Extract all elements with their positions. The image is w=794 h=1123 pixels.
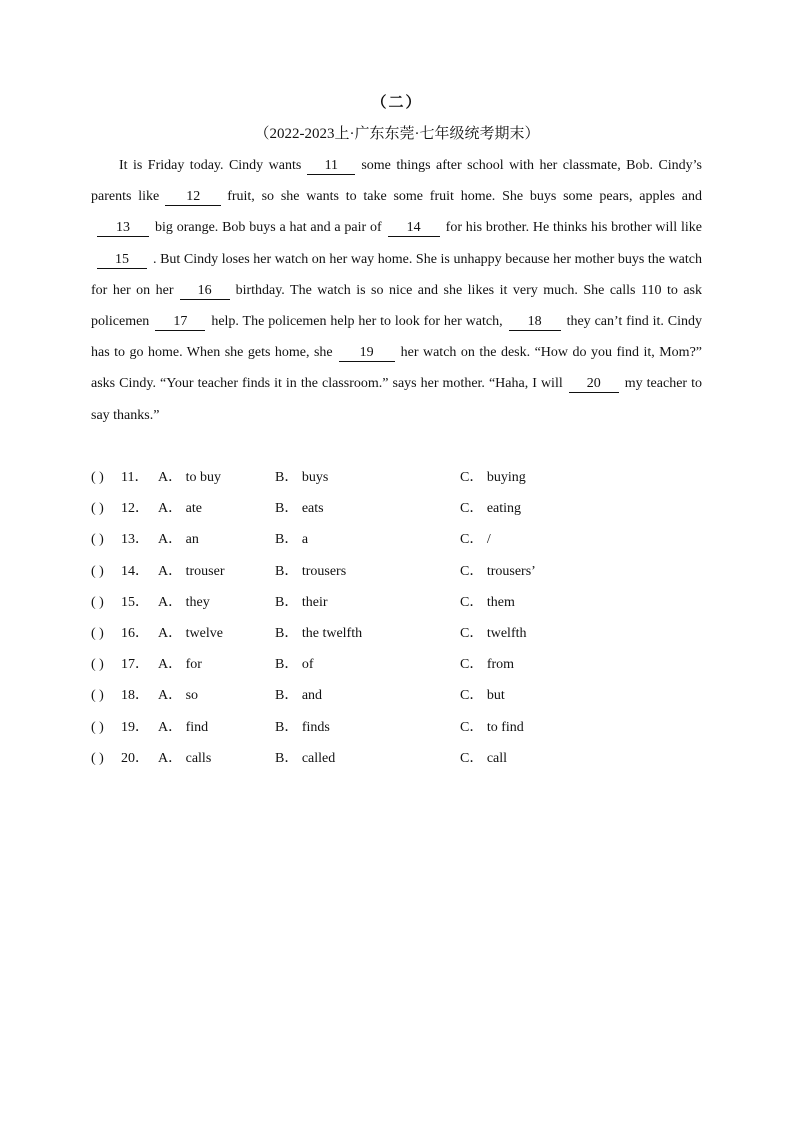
- answer-bracket: ( ): [91, 532, 104, 548]
- blank-14: 14: [388, 220, 440, 237]
- option-c: C． /: [460, 532, 491, 548]
- question-number: 20．: [121, 750, 149, 766]
- question-number: 19．: [121, 719, 149, 735]
- option-a: A． for: [158, 657, 202, 673]
- option-a: A． so: [158, 688, 199, 704]
- option-c: C． to find: [460, 719, 524, 735]
- blank-20: 20: [569, 376, 619, 393]
- passage-text: It is Friday today. Cindy wants: [119, 158, 302, 173]
- blank-13: 13: [97, 220, 149, 237]
- blank-15: 15: [97, 252, 147, 269]
- option-a: A． trouser: [158, 563, 225, 579]
- question-row: [91, 587, 702, 618]
- question-number: 13．: [121, 532, 149, 548]
- option-a: A． an: [158, 532, 199, 548]
- passage-text: some things after school with her classmate, Bob. Cindy’s parents like: [91, 158, 703, 205]
- option-a: A． find: [158, 719, 209, 735]
- section-title: （二）: [371, 95, 423, 111]
- answer-bracket: ( ): [91, 563, 104, 579]
- option-b: B． of: [275, 657, 314, 673]
- question-number: 17．: [121, 657, 149, 673]
- answer-bracket: ( ): [91, 719, 104, 735]
- question-number: 15．: [121, 594, 149, 610]
- option-b: B． their: [275, 594, 328, 610]
- answer-bracket: ( ): [91, 657, 104, 673]
- question-row: [91, 556, 702, 587]
- question-row: [91, 712, 702, 743]
- question-number: 14．: [121, 563, 149, 579]
- blank-11: 11: [307, 158, 355, 175]
- question-row: [91, 524, 702, 555]
- question-number: 11．: [121, 470, 149, 485]
- question-row: [91, 462, 702, 493]
- option-b: B． a: [275, 532, 309, 548]
- blank-12: 12: [165, 189, 221, 206]
- question-list: [91, 462, 702, 774]
- option-c: C． buying: [460, 470, 526, 485]
- passage-text: big orange. Bob buys a hat and a pair of: [155, 220, 382, 236]
- option-c: C． eating: [460, 501, 522, 517]
- question-number: 12．: [121, 501, 149, 517]
- blank-19: 19: [339, 345, 395, 362]
- passage-text: help. The policemen help her to look for her watch,: [211, 314, 503, 330]
- option-c: C． them: [460, 594, 515, 610]
- option-a: A． they: [158, 594, 210, 610]
- option-b: B． and: [275, 688, 323, 704]
- question-number: 18．: [121, 688, 149, 704]
- blank-16: 16: [180, 283, 230, 300]
- answer-bracket: ( ): [91, 470, 104, 485]
- answer-bracket: ( ): [91, 625, 104, 641]
- option-a: A． twelve: [158, 625, 223, 641]
- option-c: C． call: [460, 750, 508, 766]
- passage-text: birthday. The watch is so nice and she likes it very much. She calls 110 to ask policemen: [91, 282, 702, 330]
- exam-source: （2022-2023上·广东东莞·七年级统考期末）: [254, 126, 540, 142]
- answer-bracket: ( ): [91, 750, 104, 766]
- blank-17: 17: [155, 314, 205, 331]
- option-c: C． trousers’: [460, 563, 536, 579]
- option-b: B． buys: [275, 470, 329, 485]
- question-number: 16．: [121, 625, 149, 641]
- passage-text: they can’t find it. Cindy has to go home. When she gets home, she: [91, 314, 702, 361]
- question-row: [91, 743, 702, 774]
- passage-text: . But Cindy loses her watch on her way home. She is unhappy because her mother buys the watch for her on her: [91, 251, 702, 298]
- option-c: C． but: [460, 688, 505, 704]
- option-c: C． from: [460, 657, 515, 673]
- answer-bracket: ( ): [91, 594, 104, 610]
- question-row: [91, 680, 702, 711]
- passage-text: for his brother. He thinks his brother will like: [445, 220, 702, 236]
- option-b: B． eats: [275, 501, 324, 517]
- option-b: B． called: [275, 750, 336, 766]
- answer-bracket: ( ): [91, 688, 104, 704]
- option-c: C． twelfth: [460, 625, 527, 641]
- question-row: [91, 649, 702, 680]
- blank-18: 18: [509, 314, 561, 331]
- question-row: [91, 618, 702, 649]
- option-b: B． finds: [275, 719, 330, 735]
- option-a: A． calls: [158, 750, 212, 766]
- option-a: A． to buy: [158, 470, 221, 485]
- cloze-passage: [91, 150, 702, 431]
- passage-text: my teacher to say thanks.”: [91, 376, 702, 423]
- question-row: [91, 493, 702, 524]
- answer-bracket: ( ): [91, 501, 104, 517]
- option-b: B． the twelfth: [275, 625, 363, 641]
- option-b: B． trousers: [275, 563, 347, 579]
- passage-text: her watch on the desk. “How do you find it, Mom?” asks Cindy. “Your teacher finds it in the classroom.” says her mother. “Haha, I will: [91, 345, 702, 392]
- passage-text: fruit, so she wants to take some fruit home. She buys some pears, apples and: [227, 189, 702, 205]
- option-a: A． ate: [158, 501, 202, 517]
